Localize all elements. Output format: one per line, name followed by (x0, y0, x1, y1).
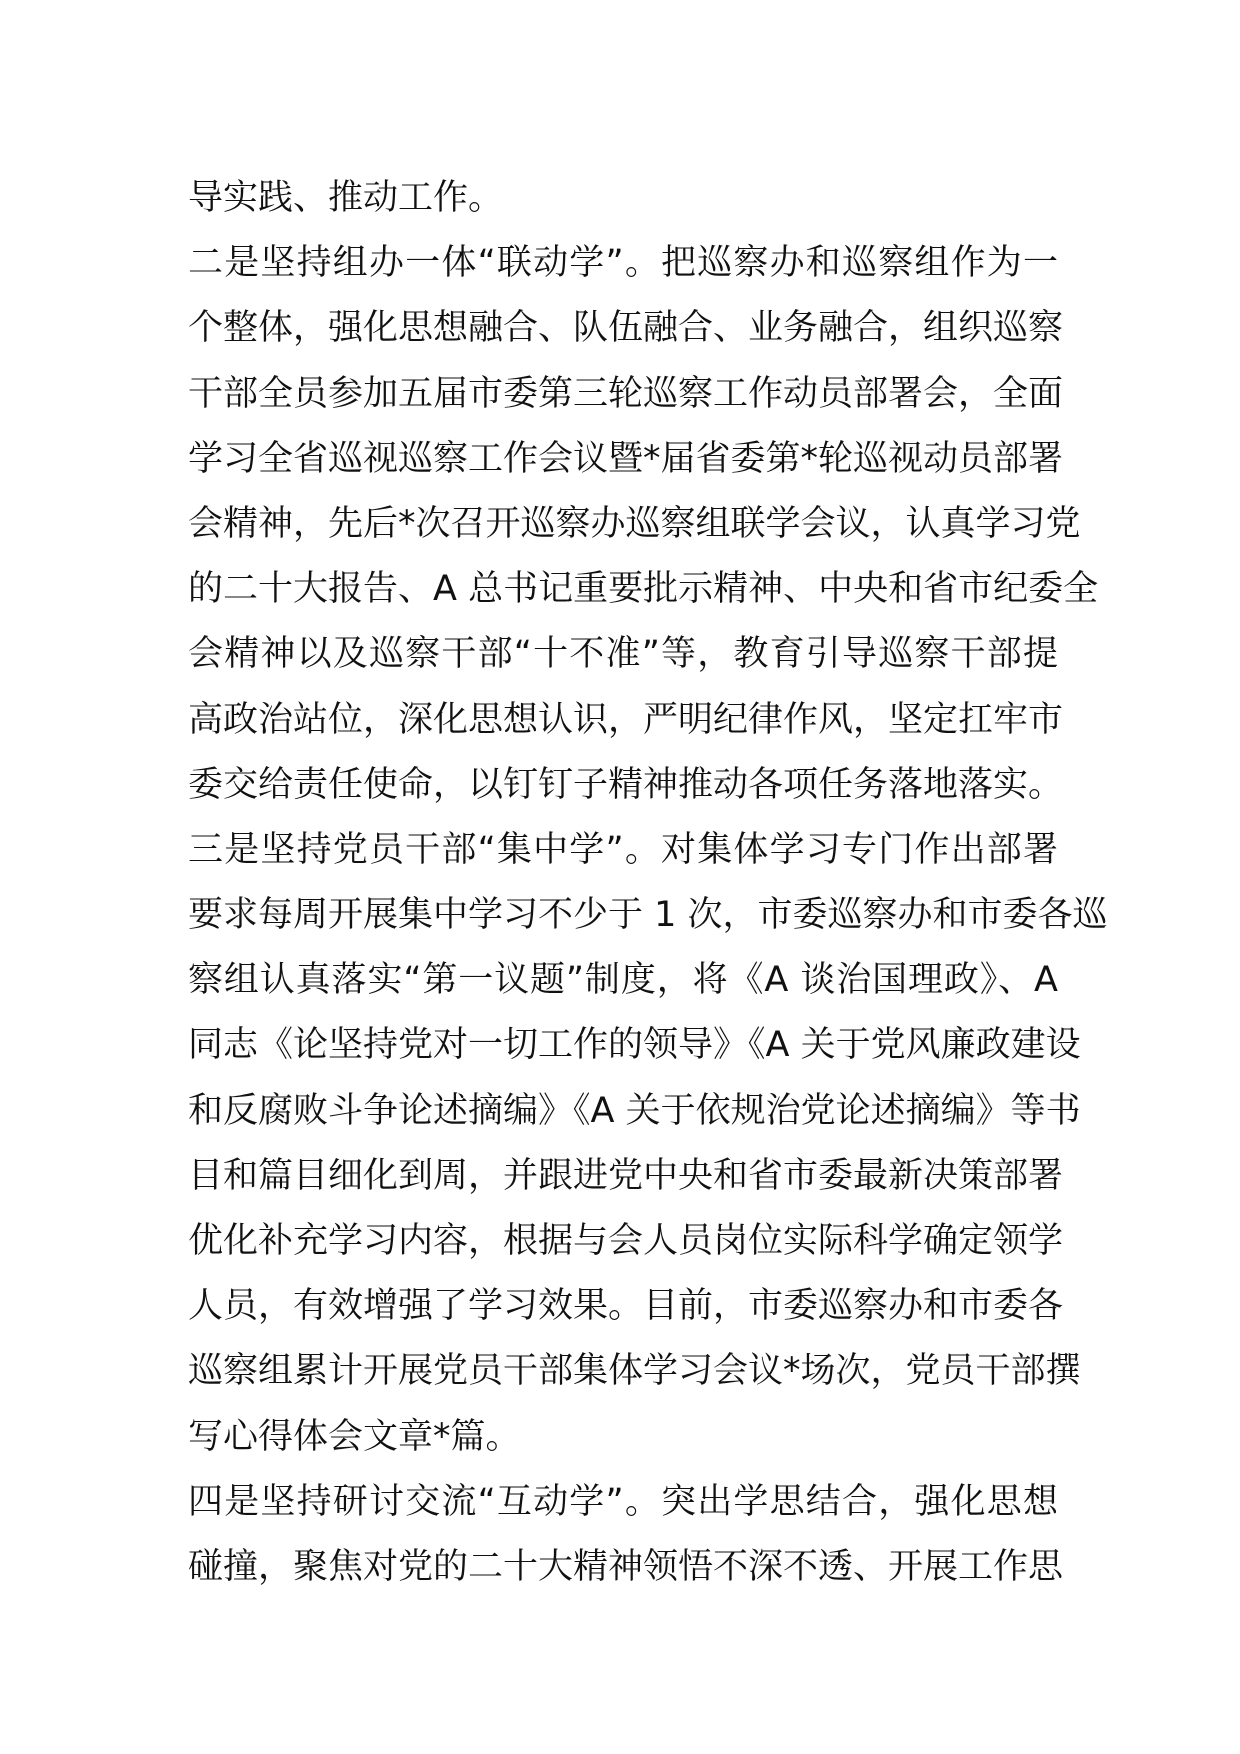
text-line: 三是坚持党员干部“集中学”。对集体学习专门作出部署 (188, 829, 1058, 870)
text-line: 巡察组累计开展党员干部集体学习会议*场次，党员干部撰 (188, 1351, 1081, 1392)
text-line: 优化补充学习内容，根据与会人员岗位实际科学确定领学 (188, 1221, 1064, 1261)
text-line: 干部全员参加五届市委第三轮巡察工作动员部署会，全面 (188, 373, 1064, 414)
text-line: 要求每周开展集中学习不少于 1 次，市委巡察办和市委各巡 (188, 895, 1108, 936)
text-line: 会精神，先后*次召开巡察办巡察组联学会议，认真学习党 (188, 503, 1081, 544)
text-line: 个整体，强化思想融合、队伍融合、业务融合，组织巡察 (188, 308, 1064, 349)
text-line: 学习全省巡视巡察工作会议暨*届省委第*轮巡视动员部署 (188, 438, 1064, 479)
text-line: 和反腐败斗争论述摘编》《A 关于依规治党论述摘编》等书 (188, 1090, 1081, 1131)
text-line: 人员，有效增强了学习效果。目前，市委巡察办和市委各 (188, 1286, 1064, 1327)
text-line: 二是坚持组办一体“联动学”。把巡察办和巡察组作为一 (188, 243, 1058, 284)
text-line: 会精神以及巡察干部“十不准”等，教育引导巡察干部提 (188, 634, 1058, 675)
text-line: 碰撞，聚焦对党的二十大精神领悟不深不透、开展工作思 (188, 1546, 1064, 1587)
text-line: 的二十大报告、A 总书记重要批示精神、中央和省市纪委全 (188, 569, 1099, 610)
text-line: 高政治站位，深化思想认识，严明纪律作风，坚定扛牢市 (188, 699, 1064, 740)
text-line: 委交给责任使命，以钉钉子精神推动各项任务落地落实。 (188, 764, 1064, 805)
text-line: 导实践、推动工作。 (188, 178, 504, 218)
text-line: 目和篇目细化到周，并跟进党中央和省市委最新决策部署 (188, 1155, 1064, 1196)
body-text (188, 166, 1108, 1600)
text-line: 四是坚持研讨交流“互动学”。突出学思结合，强化思想 (188, 1481, 1058, 1522)
text-line: 察组认真落实“第一议题”制度，将《A 谈治国理政》、A (188, 960, 1058, 1001)
text-line: 同志《论坚持党对一切工作的领导》《A 关于党风廉政建设 (188, 1025, 1081, 1066)
text-line: 写心得体会文章*篇。 (188, 1416, 521, 1457)
